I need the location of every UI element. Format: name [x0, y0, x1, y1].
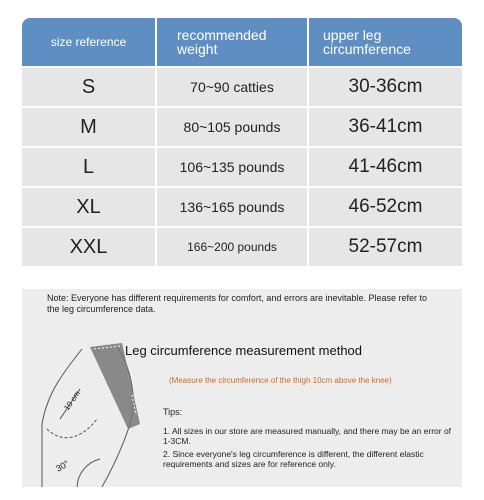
header-size-reference: size reference: [50, 35, 127, 49]
angle-arc: [77, 459, 100, 487]
table-row: [22, 108, 462, 146]
size-chart-table: [22, 18, 462, 266]
size-cell: M: [80, 115, 97, 138]
table-header-row: [22, 18, 462, 66]
table-row: [22, 188, 462, 226]
comfort-note: Note: Everyone has different requirements for comfort, and errors are inevitable. Please refer to the leg circumference data.: [47, 293, 428, 314]
weight-cell: 80~105 pounds: [183, 119, 281, 135]
weight-cell: 166~200 pounds: [187, 240, 277, 254]
angle-label: 30°: [54, 458, 71, 474]
distance-label: 10 cm: [62, 389, 83, 413]
size-cell: L: [82, 155, 95, 178]
tip-item: 2. Since everyone's leg circumference is different, the different elastic requirements and sizes are for reference only.: [163, 449, 424, 469]
tip-item: 1. All sizes in our store are measured manually, and there may be an error of 1-3CM.: [163, 426, 452, 446]
size-cell: S: [81, 75, 96, 98]
tips-label: Tips:: [163, 407, 183, 417]
circumference-cell: 30-36cm: [348, 76, 423, 97]
knee-curve: [47, 419, 97, 438]
size-cell: XL: [76, 195, 101, 218]
circumference-cell: 41-46cm: [348, 156, 423, 177]
circumference-cell: 36-41cm: [348, 116, 423, 137]
table-row: [22, 148, 462, 186]
table-row: [22, 68, 462, 106]
table-row: [22, 228, 462, 266]
header-recommended-weight: recommended weight: [177, 27, 267, 57]
circumference-cell: 52-57cm: [348, 236, 423, 257]
weight-cell: 70~90 catties: [190, 79, 274, 95]
circumference-cell: 46-52cm: [348, 196, 423, 217]
weight-cell: 106~135 pounds: [179, 159, 285, 175]
measurement-subtitle: (Measure the circumference of the thigh 10cm above the knee): [169, 376, 392, 385]
measurement-title: Leg circumference measurement method: [125, 343, 363, 358]
measurement-panel: [22, 289, 462, 487]
size-cell: XXL: [69, 235, 108, 258]
weight-cell: 136~165 pounds: [179, 199, 285, 215]
header-upper-leg-circumference: upper leg circumference: [323, 27, 411, 57]
